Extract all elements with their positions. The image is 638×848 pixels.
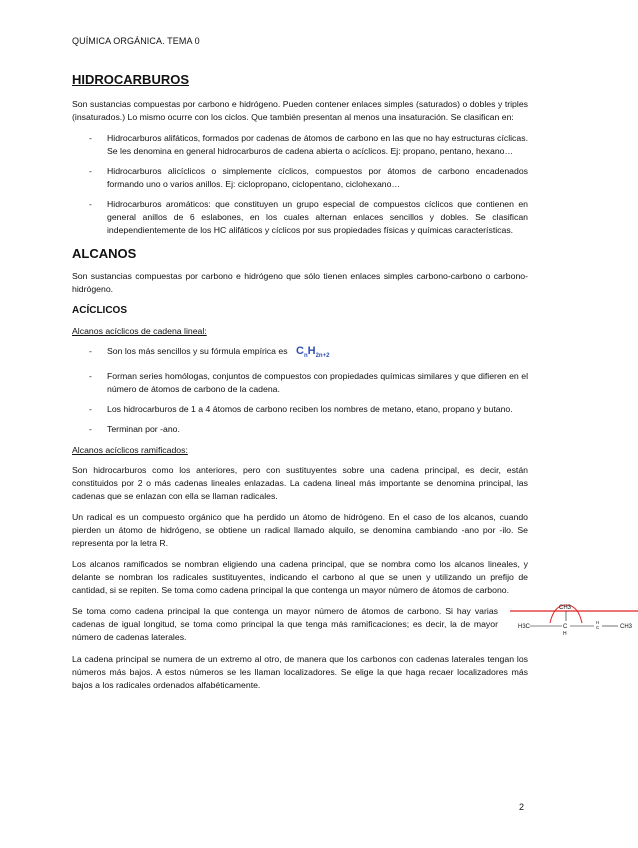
branched-chain-diagram <box>510 601 638 649</box>
subsection-title-ramificados: Alcanos acíclicos ramificados: <box>72 445 188 456</box>
diagram-h-small: H <box>596 620 600 626</box>
final-paragraph: La cadena principal se numera de un extremo al otro, de manera que los carbonos con cadenas laterales tengan los números más bajos. A estos números se les llaman localizadores. Se elige la que haga recaer localizadores más bajos a los radicales ordenados alfabéticamente. <box>72 654 528 691</box>
subsection-title-lineal: Alcanos acíclicos de cadena lineal: <box>72 326 207 336</box>
diagram-h-mid: H <box>563 631 567 638</box>
diagram-row <box>72 605 633 653</box>
diagram-ch3-top: CH3 <box>559 605 572 612</box>
section-title-alcanos: ALCANOS <box>72 246 137 261</box>
page-content <box>72 72 633 700</box>
intro-paragraph: Son sustancias compuestas por carbono e hidrógeno. Pueden contener enlaces simples (saturados) o dobles y triples (insaturados.) Lo mismo ocurre con los ciclos. Que también presentan al menos una insaturación. Se clasifican en: <box>72 99 528 122</box>
list-item: - Forman series homólogas, conjuntos de compuestos con propiedades químicas similares y que difieren en el número de átomos de carbono de la cadena. <box>72 370 528 396</box>
list-item: - Hidrocarburos aromáticos: que constituyen un grupo especial de compuestos cíclicos que contienen en general anillos de 6 eslabones, en los cuales alternan enlaces sencillos y dobles. Se clasifican independientemente de los HC alifáticos y cíclicos por sus propiedades físicas y químicas características. <box>72 198 528 237</box>
diagram-h3c-left: H3C <box>518 624 531 631</box>
list-item: - Los hidrocarburos de 1 a 4 átomos de carbono reciben los nombres de metano, etano, propano y butano. <box>72 403 528 416</box>
alcanos-intro: Son sustancias compuestas por carbono e hidrógeno que sólo tienen enlaces simples carbono-carbono o carbono-hidrógeno. <box>72 271 528 294</box>
diagram-ch3-right: CH3 <box>620 624 633 631</box>
ramificados-paragraph: Un radical es un compuesto orgánico que ha perdido un átomo de hidrógeno. En el caso de los alcanos, cuando pierden un átomo de hidrógeno, se obtiene un radical llamado alquilo, se denomina cambiando -ano por -ilo. Se representa por la letra R. <box>72 512 528 549</box>
diagram-c-small: C <box>596 625 600 631</box>
formula-c: C <box>296 345 304 357</box>
diagram-c-mid: C <box>563 624 568 631</box>
ramificados-paragraph: Los alcanos ramificados se nombran eligiendo una cadena principal, que se nombra como los alcanos lineales, y delante se nombran los radicales sustituyentes, indicando el carbono al que se unen y utilizando un prefijo de cantidad, si se repiten. Se toma como cadena principal la que contenga un mayor número de átomos de carbono. <box>72 559 528 596</box>
page-header: QUÍMICA ORGÁNICA. TEMA 0 <box>72 36 200 46</box>
classification-list <box>72 132 528 237</box>
empirical-formula <box>296 345 330 360</box>
formula-intro-text: Son los más sencillos y su fórmula empírica es <box>107 346 288 356</box>
formula-sub: 2n+2 <box>315 353 330 360</box>
page-title: HIDROCARBUROS <box>72 72 189 87</box>
diagram-paragraph: Se toma como cadena principal la que contenga un mayor número de átomos de carbono. Si hay varias cadenas de igual longitud, se toma como principal la que tenga más ramificaciones; es decir, la de mayor número de cadenas laterales. <box>72 606 498 643</box>
list-item: - Terminan por -ano. <box>72 423 528 436</box>
formula-n: n <box>303 353 308 360</box>
page-number: 2 <box>519 802 525 812</box>
list-item <box>72 345 528 363</box>
formula-h: H <box>307 345 316 357</box>
list-item: - Hidrocarburos alifáticos, formados por cadenas de átomos de carbono en las que no hay estructuras cíclicas. Se les denomina en general hidrocarburos de cadena abierta o acíclicos. Ej: propano, pentano, hexano… <box>72 132 528 158</box>
section-title-aciclicos: ACÍCLICOS <box>72 305 127 316</box>
ramificados-paragraph: Son hidrocarburos como los anteriores, pero con sustituyentes sobre una cadena principal, es decir, están constituidos por 2 o más cadenas lineales enlazadas. La cadena lineal más importante se denomina principal, las cadenas que se enlazan con ella se llaman radicales. <box>72 465 528 502</box>
lineal-list <box>72 345 528 436</box>
list-item: - Hidrocarburos alicíclicos o simplemente cíclicos, compuestos por átomos de carbono encadenados formando uno o varios anillos. Ej: ciclopropano, ciclopentano, ciclohexano… <box>72 165 528 191</box>
